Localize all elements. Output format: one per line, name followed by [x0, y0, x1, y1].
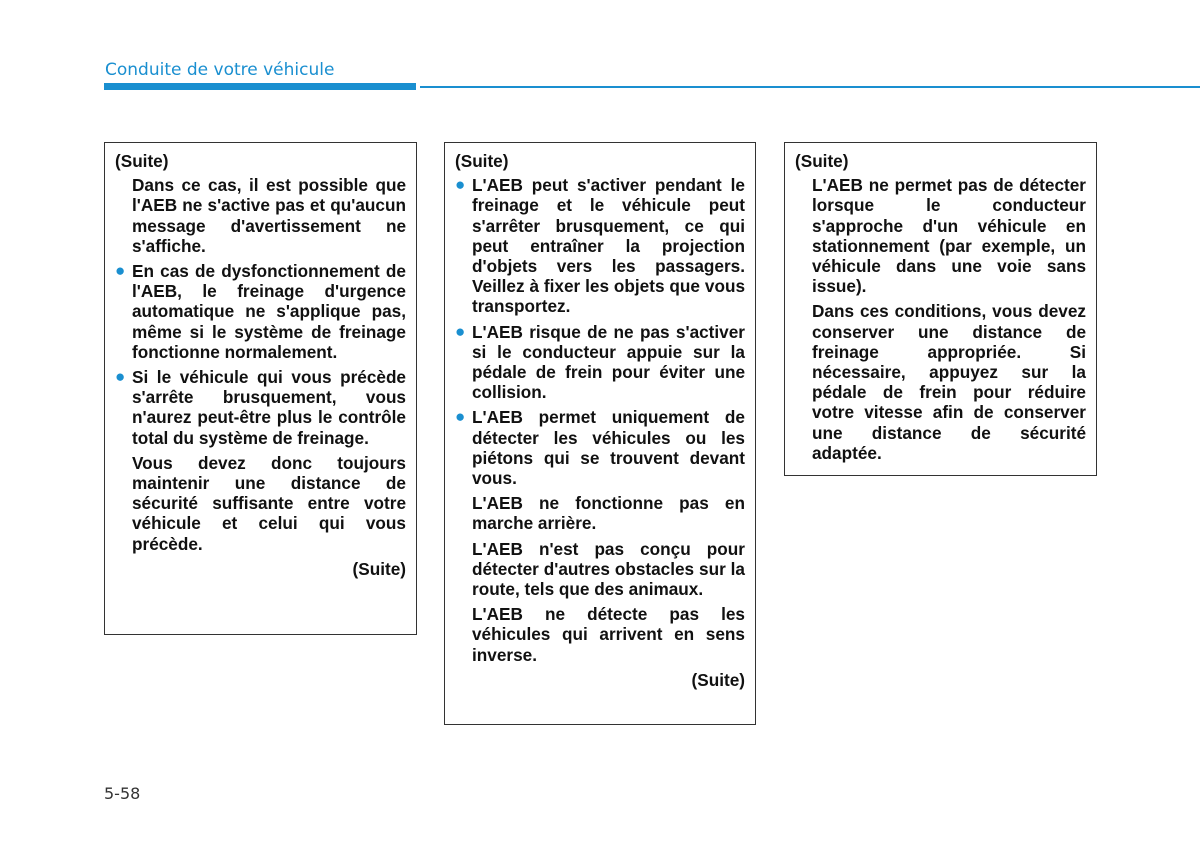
section-title: Conduite de votre véhicule: [105, 60, 335, 80]
continued-label: (Suite): [115, 151, 169, 171]
paragraph: Dans ce cas, il est possible que l'AEB ne s'active pas et qu'aucun message d'avertissement ne s'affiche.: [132, 175, 406, 256]
bullet-item: [455, 407, 745, 489]
paragraph: L'AEB n'est pas conçu pour détecter d'autres obstacles sur la route, tels que des animaux.: [472, 538, 745, 600]
paragraph: Vous devez donc toujours maintenir une distance de sécurité suffisante entre votre véhicule et celui qui vous précède.: [132, 452, 406, 554]
paragraph: L'AEB ne détecte pas les véhicules qui arrivent en sens inverse.: [472, 604, 745, 665]
paragraph: Dans ces conditions, vous devez conserver une distance de freinage appropriée. Si nécessaire, appuyez sur la pédale de frein pour réduire votre vitesse afin de conserver une distance de sécurité adaptée.: [812, 301, 1086, 463]
bullet-dot-icon: ●: [455, 407, 466, 427]
warning-box-1: [104, 142, 417, 635]
bullet-item: [115, 261, 406, 362]
bullet-dot-icon: ●: [115, 367, 126, 387]
bullet-text: Si le véhicule qui vous précède s'arrête brusquement, vous n'aurez peut-être plus le contrôle total du système de freinage.: [132, 367, 406, 448]
bullet-item: [455, 321, 745, 403]
header-accent-bar: [104, 83, 416, 90]
warning-box-2: [444, 142, 756, 725]
bullet-dot-icon: ●: [455, 175, 466, 195]
bullet-item: [115, 367, 406, 448]
bullet-text: L'AEB risque de ne pas s'activer si le conducteur appuie sur la pédale de frein pour éviter une collision.: [472, 321, 745, 403]
paragraph: L'AEB ne permet pas de détecter lorsque le conducteur s'approche d'un véhicule en stationnement (par exemple, un véhicule dans une voie sans issue).: [812, 175, 1086, 297]
bullet-text: En cas de dysfonctionnement de l'AEB, le freinage d'urgence automatique ne s'applique pas, même si le système de freinage fonctionne normalement.: [132, 261, 406, 362]
bullet-text: L'AEB permet uniquement de détecter les véhicules ou les piétons qui se trouvent devant vous.: [472, 407, 745, 489]
continued-end-label: (Suite): [691, 669, 745, 690]
paragraph: L'AEB ne fonctionne pas en marche arrière.: [472, 493, 745, 534]
continued-label: (Suite): [795, 151, 849, 171]
header-rule: [420, 86, 1200, 88]
bullet-dot-icon: ●: [455, 321, 466, 341]
warning-box-3: [784, 142, 1097, 476]
bullet-item: [455, 175, 745, 317]
page-number: 5-58: [104, 784, 141, 803]
continued-label: (Suite): [455, 151, 509, 171]
continued-end-label: (Suite): [352, 558, 406, 579]
bullet-dot-icon: ●: [115, 261, 126, 281]
bullet-text: L'AEB peut s'activer pendant le freinage et le véhicule peut s'arrêter brusquement, ce qui peut entraîner la projection d'objets vers les passagers. Veillez à fixer les objets que vous transportez.: [472, 175, 745, 317]
